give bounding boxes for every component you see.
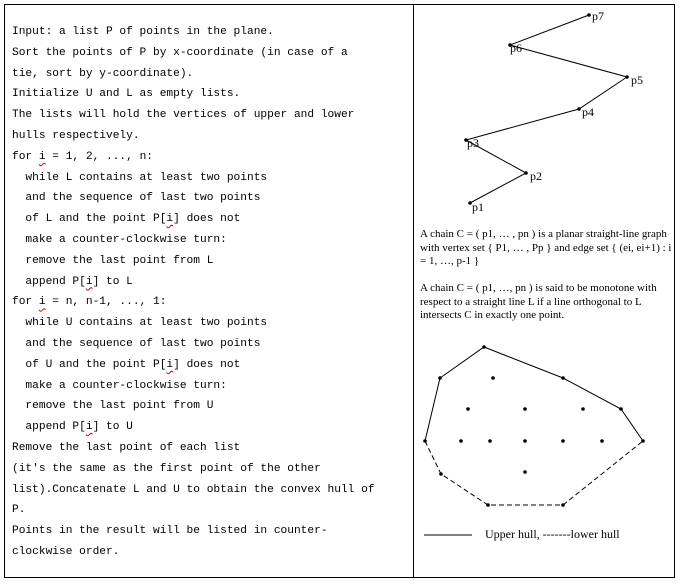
code-line: while L contains at least two points [12, 171, 268, 184]
interior-point [491, 376, 495, 380]
code-line: of L and the point P[i] does not [12, 213, 241, 226]
code-line: Points in the result will be listed in counter- [12, 525, 328, 538]
chain-label-p3: p3 [467, 136, 479, 150]
hull-vertex [482, 345, 486, 349]
code-line: list).Concatenate L and U to obtain the convex hull of [12, 483, 375, 496]
code-line: Sort the points of P by x-coordinate (in case of a [12, 46, 348, 59]
convex-hull-diagram [423, 345, 645, 535]
lower-hull-line [425, 441, 643, 505]
hull-vertex [423, 439, 427, 443]
chain-point [577, 107, 581, 111]
code-line: append P[i] to L [12, 275, 133, 288]
interior-point [488, 439, 492, 443]
code-line: append P[i] to U [12, 421, 133, 434]
hull-vertex [561, 376, 565, 380]
hull-vertex [438, 376, 442, 380]
upper-hull-line [425, 347, 643, 441]
chain-definition: A chain C = ( p1, … , pn ) is a planar straight-line graph with vertex set { P1, … , Pp } and edge set { (ei, ei+1) : i = 1, …, p-1 } [420, 228, 672, 267]
interior-point [561, 439, 565, 443]
code-line: hulls respectively. [12, 129, 140, 142]
chain-point [625, 75, 629, 79]
chain-point [587, 13, 591, 17]
code-line: Initialize U and L as empty lists. [12, 88, 241, 101]
hull-vertex [619, 407, 623, 411]
code-line: Remove the last point of each list [12, 441, 241, 454]
code-line: for i = 1, 2, ..., n: [12, 150, 153, 163]
code-line: remove the last point from U [12, 400, 214, 413]
interior-point [466, 407, 470, 411]
interior-point [523, 407, 527, 411]
code-line: make a counter-clockwise turn: [12, 379, 227, 392]
code-line: of U and the point P[i] does not [12, 358, 241, 371]
hull-vertex [561, 503, 565, 507]
interior-point [600, 439, 604, 443]
interior-point [523, 439, 527, 443]
hull-vertex [641, 439, 645, 443]
code-line: Input: a list P of points in the plane. [12, 26, 274, 38]
code-line: while U contains at least two points [12, 317, 268, 330]
interior-point [523, 470, 527, 474]
chain-label-p1: p1 [472, 200, 484, 214]
code-line: make a counter-clockwise turn: [12, 233, 227, 246]
hull-legend: Upper hull, -------lower hull [485, 527, 620, 541]
code-line: clockwise order. [12, 545, 120, 558]
chain-diagram [464, 9, 643, 214]
hull-vertex [439, 472, 443, 476]
chain-label-p7: p7 [592, 9, 604, 23]
monotone-definition: A chain C = ( p1, …, pn ) is said to be monotone with respect to a straight line L if a line orthogonal to L intersects C in exactly one point. [420, 282, 657, 321]
code-line: (it's the same as the first point of the other [12, 462, 321, 475]
chain-label-p4: p4 [582, 105, 594, 119]
code-line: remove the last point from L [12, 254, 214, 267]
code-line: for i = n, n-1, ..., 1: [12, 296, 167, 309]
code-line: The lists will hold the vertices of upper and lower [12, 109, 355, 122]
interior-point [581, 407, 585, 411]
code-line: P. [12, 504, 26, 517]
chain-polyline [466, 15, 627, 203]
code-line: tie, sort by y-coordinate). [12, 67, 194, 80]
code-line: and the sequence of last two points [12, 192, 261, 205]
chain-label-p2: p2 [530, 169, 542, 183]
hull-vertex [486, 503, 490, 507]
chain-label-p5: p5 [631, 73, 643, 87]
chain-point [524, 171, 528, 175]
interior-point [459, 439, 463, 443]
chain-label-p6: p6 [510, 41, 522, 55]
code-line: and the sequence of last two points [12, 337, 261, 350]
